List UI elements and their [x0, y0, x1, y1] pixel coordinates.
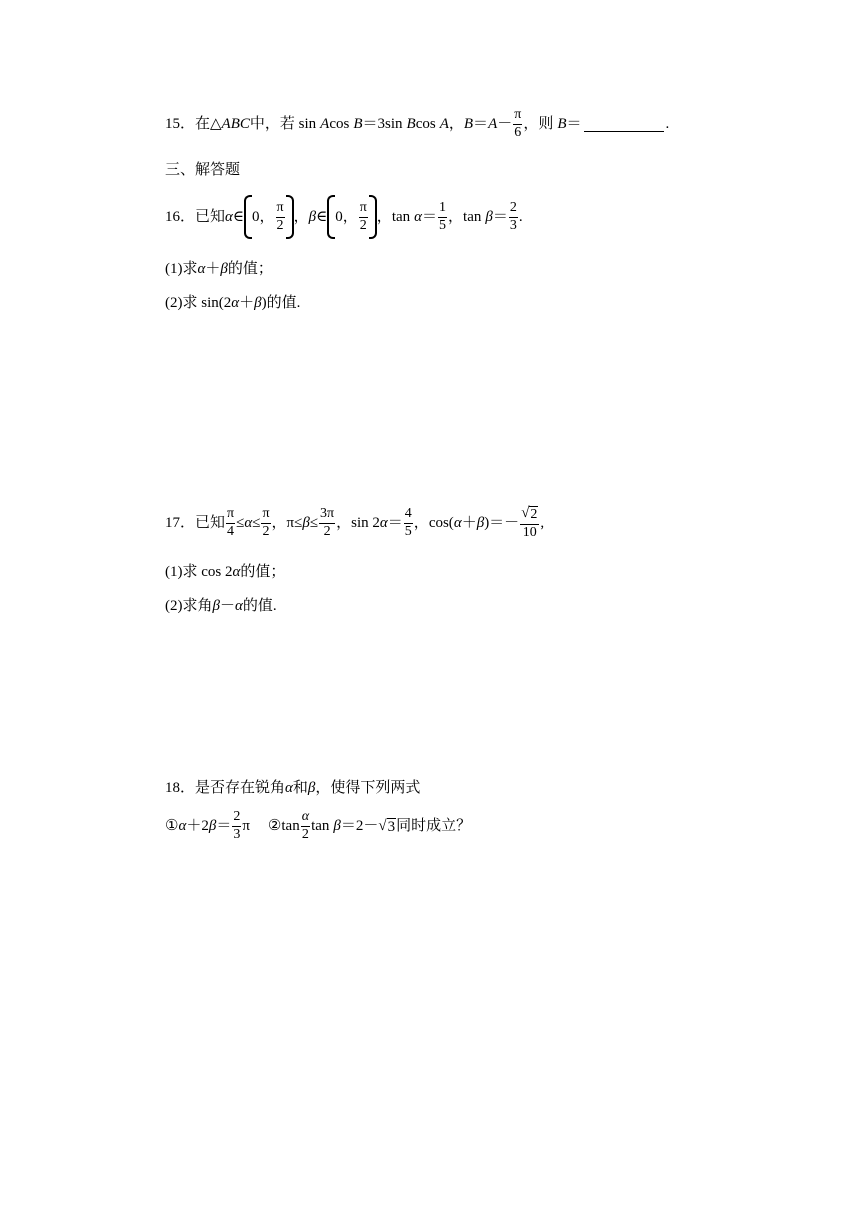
q15-var: A	[320, 115, 330, 132]
q15-text: ＝	[473, 115, 489, 132]
question-15	[165, 108, 669, 140]
q15-fraction-pi-6: $\frac{\pi}{6}$	[514, 107, 522, 140]
q16-fraction-2-3: $\frac{2}{3}$	[509, 199, 517, 233]
q16-text: .	[518, 208, 523, 225]
q16-text: tan	[391, 208, 411, 225]
q15-answer-blank[interactable]	[584, 117, 664, 132]
q15-text: ，则	[523, 115, 554, 132]
q15-text: .	[665, 115, 670, 132]
q15-text: ，	[448, 115, 464, 132]
q15-text: cos	[415, 115, 436, 132]
q16-bracket-left	[327, 195, 335, 239]
q16-text: ＝	[492, 208, 508, 225]
q16-text: tan	[463, 208, 482, 225]
q17-prefix: 17．已知	[165, 514, 226, 531]
q16-fraction-pi-2: $\frac{\pi}{2}$	[276, 199, 284, 233]
question-16	[165, 195, 523, 239]
q18-fraction-2-3: $\frac{2}{3}$	[233, 809, 241, 842]
q17-part-2: (2)求角 β － α 的值.	[165, 598, 277, 614]
q17-fraction-3pi-2: $\frac{3\pi}{2}$	[320, 506, 335, 539]
q16-text: ，	[448, 208, 464, 225]
q15-var: A	[488, 115, 498, 132]
q16-fraction-1-5: $\frac{1}{5}$	[439, 199, 447, 233]
q15-var: B	[463, 115, 474, 132]
q15-text: ＝	[566, 115, 582, 132]
q16-text: 0，	[335, 208, 358, 225]
q16-fraction-pi-2: $\frac{\pi}{2}$	[359, 199, 367, 233]
question-17: 17．已知 $\frac{\pi}{4}$ ≤ α ≤ $\frac{\pi}{2}$ ，π≤ β ≤ $\frac{3\pi}{2}$ ， sin 2 α ＝ $\frac{4}{5}$ ， cos( α ＋ β )＝－ √ 2 10 ,	[165, 505, 545, 540]
q16-var: β	[308, 208, 317, 225]
q16-part-1: (1)求 α ＋ β 的值；	[165, 261, 273, 277]
q16-text: ∈	[316, 208, 328, 225]
sqrt-symbol: √ 2	[521, 505, 538, 522]
q16-bracket-left	[244, 195, 252, 239]
q16-part-2: (2)求 sin(2 α ＋ β )的值.	[165, 295, 301, 311]
q16-text: ＝	[422, 208, 438, 225]
q17-fraction-pi-4: $\frac{\pi}{4}$	[227, 506, 235, 539]
q15-text: ＝3sin	[362, 115, 403, 132]
q15-var: B	[353, 115, 363, 132]
q16-bracket-right	[286, 195, 294, 239]
q17-fraction-pi-2: $\frac{\pi}{2}$	[262, 506, 270, 539]
section-heading	[165, 162, 240, 177]
q15-text: 中，若 sin	[249, 115, 317, 132]
q15-var: A	[439, 115, 449, 132]
q15-triangle-name: ABC	[221, 115, 250, 132]
q16-var: β	[485, 208, 493, 225]
q16-text: ，	[376, 208, 392, 225]
q16-prefix: 16．已知	[165, 208, 226, 225]
sqrt-symbol: √ 3	[378, 817, 396, 835]
q17-fraction-4-5: $\frac{4}{5}$	[404, 506, 412, 539]
q15-text: cos	[329, 115, 350, 132]
q15-prefix: 15．在△	[165, 115, 222, 132]
q15-text: －	[497, 115, 513, 132]
q16-var: α	[225, 208, 233, 225]
q17-fraction-sqrt2-10: √ 2 10	[521, 505, 538, 540]
q15-var: B	[406, 115, 416, 132]
q16-text: ∈	[232, 208, 244, 225]
q15-var: B	[557, 115, 567, 132]
q18-conditions: ① α ＋2 β ＝ $\frac{2}{3}$ π ②tan $\frac{\alpha}{2}$ tan β ＝2－ √ 3 同时成立？	[165, 809, 472, 842]
q16-text: 0，	[252, 208, 275, 225]
q17-part-1: (1)求 cos 2 α 的值；	[165, 564, 286, 580]
q16-bracket-right	[369, 195, 377, 239]
q16-var: α	[414, 208, 423, 225]
q18-fraction-alpha-2: $\frac{\alpha}{2}$	[301, 809, 310, 842]
question-18: 18．是否存在锐角 α 和 β ，使得下列两式	[165, 780, 421, 796]
q16-text: ，	[293, 208, 309, 225]
section-title: 三、解答题	[165, 160, 241, 178]
